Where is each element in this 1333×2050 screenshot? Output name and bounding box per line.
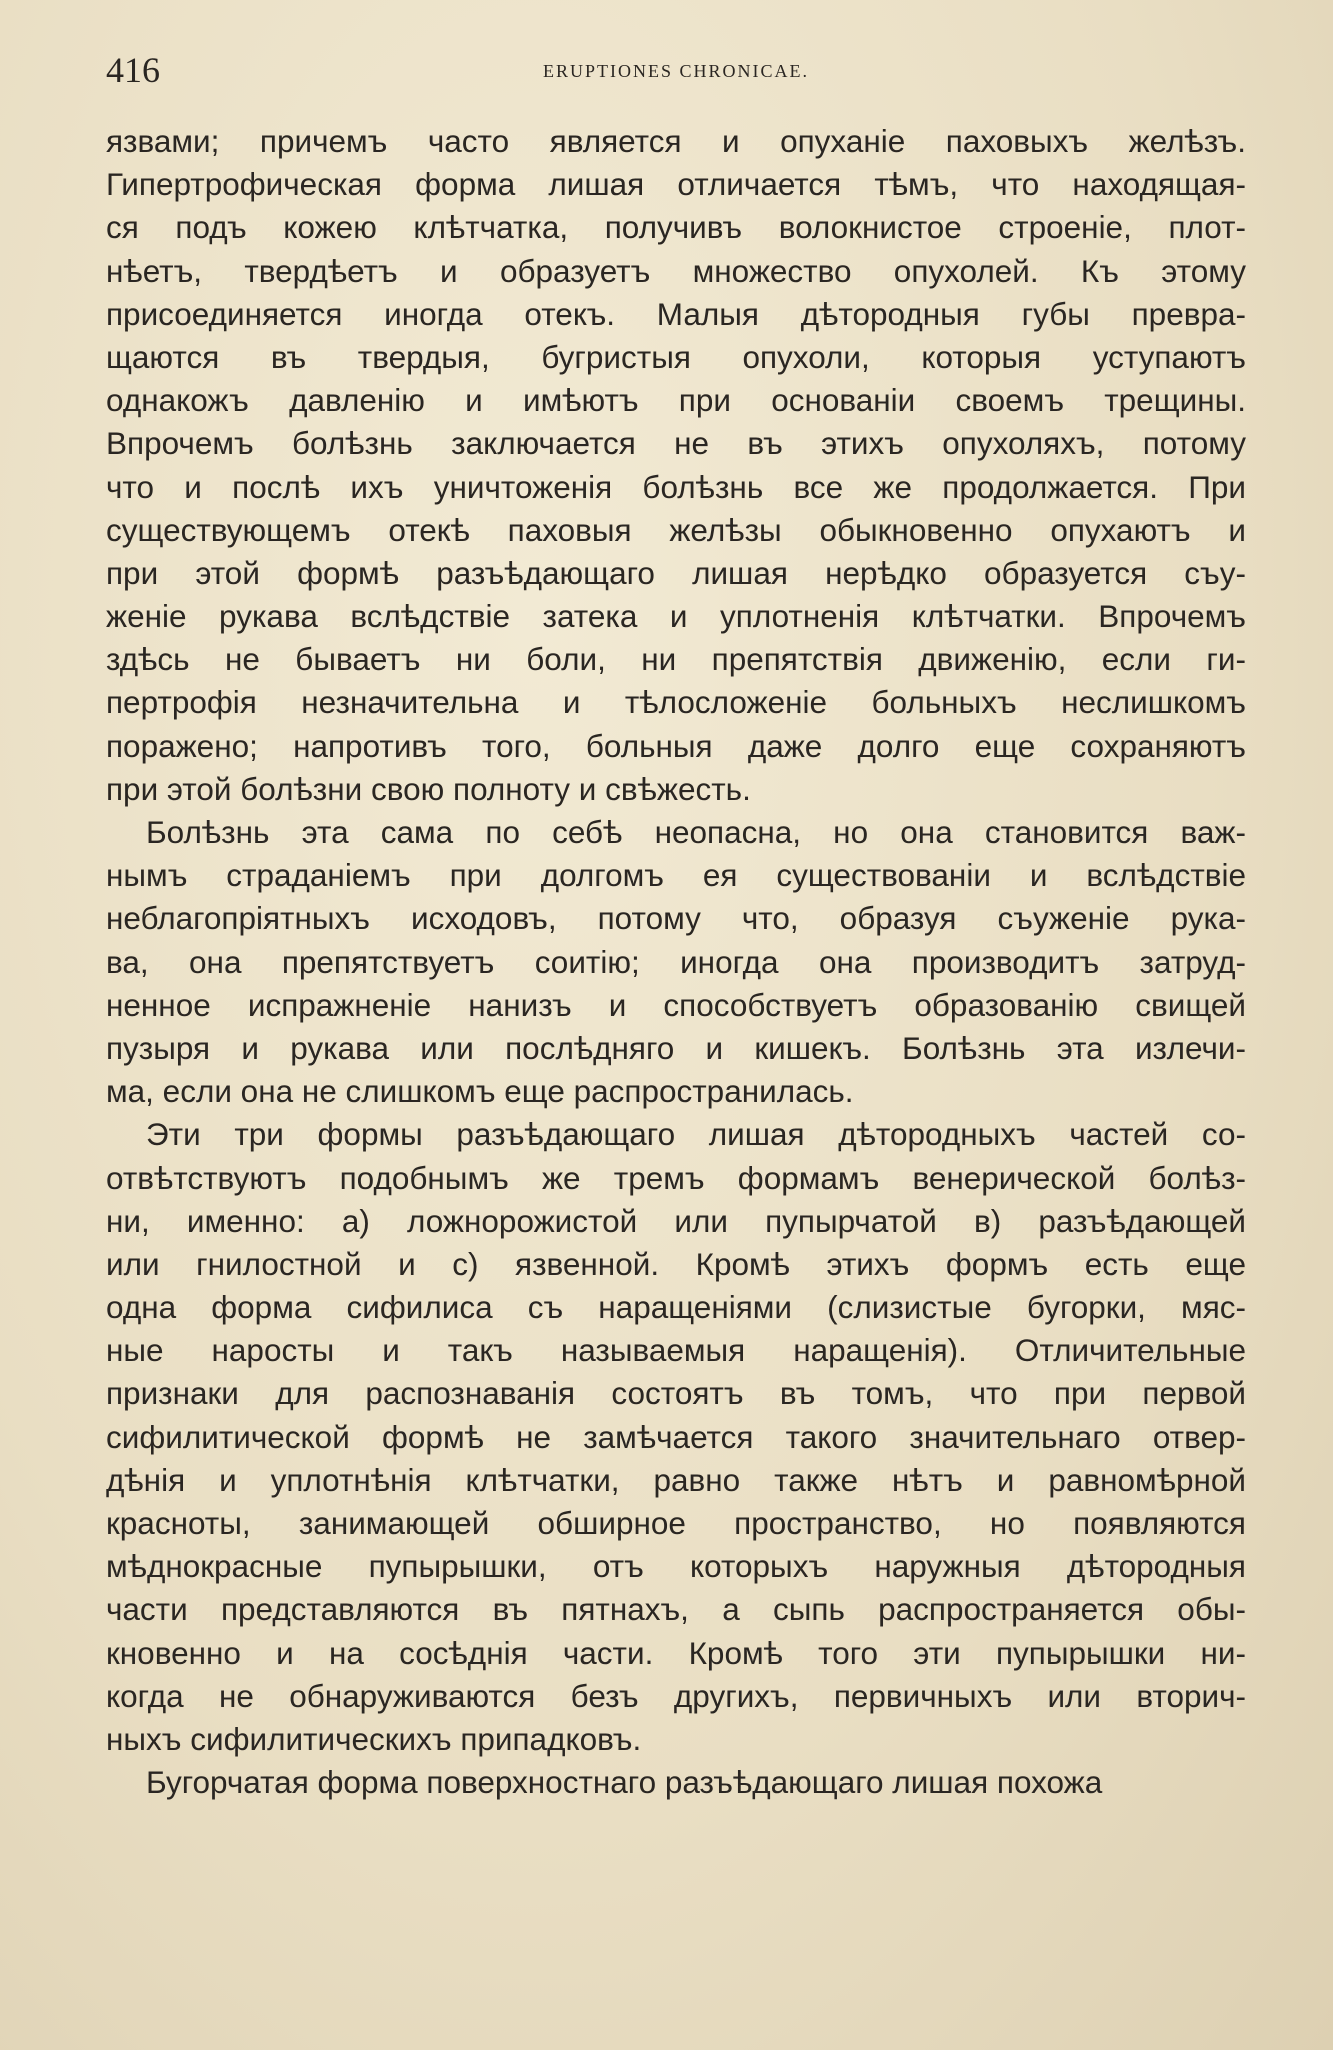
text-line: присоединяется иногда отекъ. Малыя дѣтородныя губы превра- (106, 295, 1246, 332)
paragraph (106, 811, 1246, 1113)
text-line: сифилитической формѣ не замѣчается такого значительнаго отвер- (106, 1418, 1246, 1455)
page-header (106, 48, 1246, 92)
text-line: неблагопріятныхъ исходовъ, потому что, образуя съуженіе рука- (106, 900, 1246, 937)
page-number: 416 (106, 50, 160, 90)
paragraph (106, 1113, 1246, 1761)
text-line: отвѣтствуютъ подобнымъ же тремъ формамъ венерической болѣз- (106, 1159, 1246, 1196)
text-line: нымъ страданіемъ при долгомъ ея существованіи и вслѣдствіе (106, 857, 1246, 894)
text-line: ные наросты и такъ называемыя наращенія). Отличительные (106, 1332, 1246, 1369)
text-line: пертрофія незначительна и тѣлосложеніе больныхъ неслишкомъ (106, 684, 1246, 721)
text-line: красноты, занимающей обширное пространство, но появляются (106, 1505, 1246, 1541)
text-line: кновенно и на сосѣднія части. Кромѣ того эти пупырышки ни- (106, 1634, 1246, 1671)
text-line: ненное испражненіе нанизъ и способствуетъ образованію свищей (106, 986, 1246, 1023)
text-line: поражено; напротивъ того, больныя даже долго еще сохраняютъ (106, 727, 1246, 764)
text-line: женіе рукава вслѣдствіе затека и уплотненія клѣтчатки. Впрочемъ (106, 598, 1246, 635)
text-line: Эти три формы разъѣдающаго лишая дѣтородныхъ частей со- (146, 1116, 1246, 1153)
running-title: ERUPTIONES CHRONICAE. (542, 61, 809, 81)
text-line: части представляются въ пятнахъ, а сыпь распространяется обы- (106, 1591, 1246, 1628)
text-line: признаки для распознаванія состоятъ въ томъ, что при первой (106, 1375, 1246, 1412)
text-line: или гнилостной и с) язвенной. Кромѣ этихъ формъ есть еще (106, 1245, 1246, 1282)
text-line: Бугорчатая форма поверхностнаго разъѣдающаго лишая похожа (146, 1764, 1103, 1801)
text-line: при этой формѣ разъѣдающаго лишая нерѣдко образуется съу- (106, 554, 1246, 591)
text-line: нѣетъ, твердѣетъ и образуетъ множество опухолей. Къ этому (106, 252, 1246, 289)
text-line: мѣднокрасные пупырышки, отъ которыхъ наружныя дѣтородныя (106, 1548, 1246, 1585)
text-line: когда не обнаруживаются безъ другихъ, первичныхъ или вторич- (106, 1677, 1246, 1714)
text-line: однакожъ давленію и имѣютъ при основаніи своемъ трещины. (106, 382, 1246, 419)
text-line: щаются въ твердыя, бугристыя опухоли, которыя уступаютъ (106, 338, 1246, 375)
paragraph (106, 1761, 1246, 1804)
text-line: язвами; причемъ часто является и опуханіе паховыхъ желѣзъ. (106, 123, 1246, 159)
text-line: дѣнія и уплотнѣнія клѣтчатки, равно также нѣтъ и равномѣрной (106, 1461, 1246, 1498)
text-line: ма, если она не слишкомъ еще распространилась. (106, 1073, 854, 1110)
text-line: существующемъ отекѣ паховыя желѣзы обыкновенно опухаютъ и (106, 511, 1246, 548)
text-line: ся подъ кожею клѣтчатка, получивъ волокнистое строеніе, плот- (106, 209, 1246, 246)
text-line: здѣсь не бываетъ ни боли, ни препятствія движенію, если ги- (106, 641, 1246, 678)
body-text (106, 120, 1246, 1804)
text-line: пузыря и рукава или послѣдняго и кишекъ. Болѣзнь эта излечи- (106, 1029, 1246, 1066)
text-line: при этой болѣзни свою полноту и свѣжесть. (106, 770, 751, 807)
text-line: что и послѣ ихъ уничтоженія болѣзнь все же продолжается. При (106, 468, 1246, 505)
text-line: Болѣзнь эта сама по себѣ неопасна, но она становится важ- (146, 814, 1246, 850)
text-line: ва, она препятствуетъ соитію; иногда она производитъ затруд- (106, 943, 1246, 980)
text-line: ныхъ сифилитическихъ припадковъ. (106, 1720, 642, 1757)
paragraph (106, 120, 1246, 811)
text-line: одна форма сифилиса съ наращеніями (слизистые бугорки, мяс- (106, 1289, 1246, 1326)
text-line: Впрочемъ болѣзнь заключается не въ этихъ опухоляхъ, потому (106, 425, 1246, 462)
text-line: Гипертрофическая форма лишая отличается тѣмъ, что находящая- (106, 166, 1246, 203)
text-line: ни, именно: a) ложнорожистой или пупырчатой в) разъѣдающей (106, 1202, 1246, 1239)
